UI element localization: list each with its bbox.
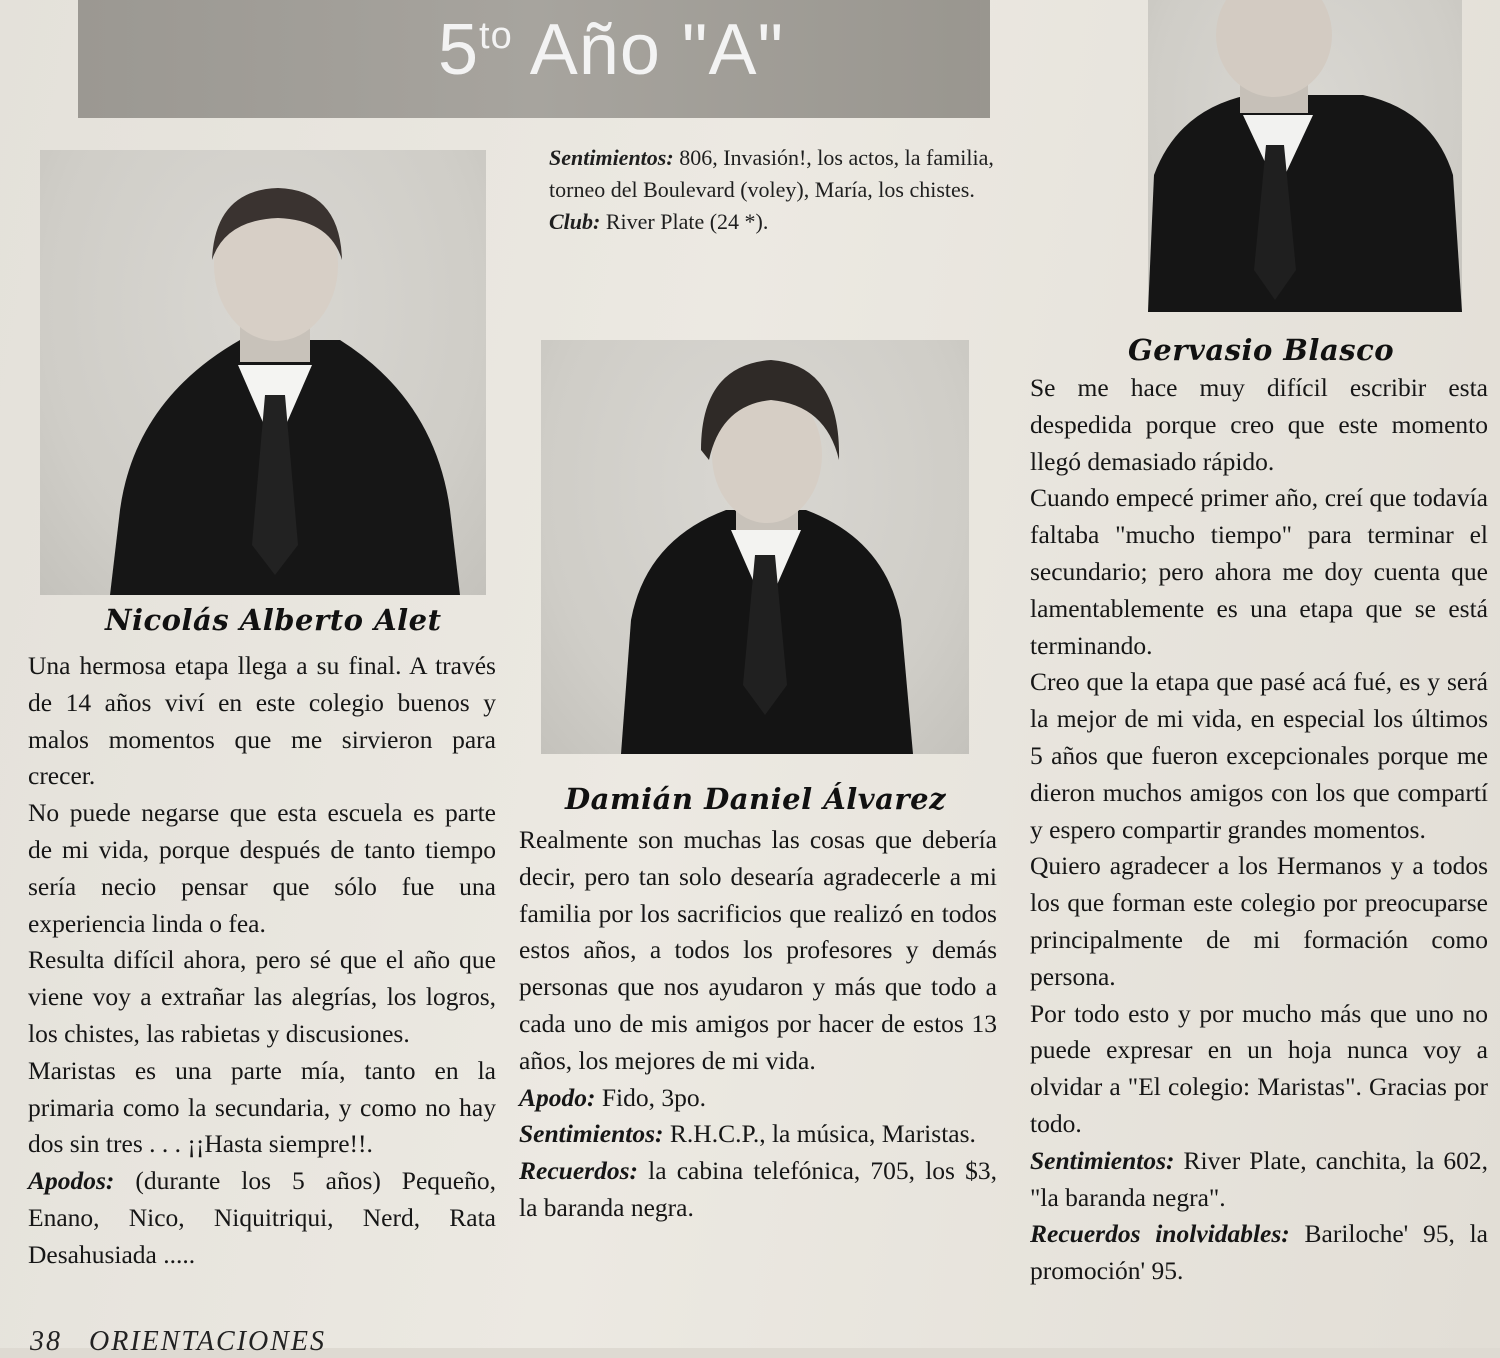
page-title: $5^{to}$ Año "A" — [438, 10, 785, 90]
header-banner — [78, 0, 990, 118]
recuerdos-label: Recuerdos inolvidables: — [1030, 1219, 1290, 1249]
continued-profile-text: Sentimientos: 806, Invasión!, los actos, la familia, torneo del Boulevard (voley), María, los chistes. Club: River Plate (24 *). — [549, 145, 994, 234]
bio-damian: Realmente son muchas las cosas que debería decir, pero tan solo desearía agradecerle a mi familia por los sacrificios que realizó en todos estos años, a todos los profesores y demás personas que nos ayudaron y más que todo a cada uno de mis amigos por hacer de estos 13 años, los mejores de mi vida. Apodo: Fido, 3po. Sentimientos: R.H.C.P., la música, Maristas. Recuerdos: la cabina telefónica, 705, los $3, la baranda negra. — [519, 825, 997, 1222]
student-name-gervasio: Gervasio Blasco — [1128, 333, 1395, 367]
club-label: Club: — [549, 209, 601, 234]
recuerdos-label: Recuerdos: — [519, 1156, 638, 1186]
portrait-nicolas — [40, 150, 486, 595]
student-name-nicolas: Nicolás Alberto Alet — [105, 603, 442, 637]
sentimientos-label: Sentimientos: — [549, 145, 674, 170]
sentimientos-label: Sentimientos: — [519, 1119, 664, 1149]
sentimientos-label: Sentimientos: — [1030, 1145, 1175, 1175]
apodo-label: Apodo: — [519, 1082, 596, 1112]
portrait-damian — [541, 340, 969, 754]
portrait-gervasio — [1148, 0, 1462, 312]
student-name-damian: Damián Daniel Álvarez — [565, 782, 947, 816]
bio-gervasio: Se me hace muy difícil escribir esta despedida porque creo que este momento llegó demasiado rápido. Cuando empecé primer año, creí que todavía faltaba "mucho tiempo" para terminar el secundario; pero ahora me doy cuenta que lamentablemente es una etapa que se está terminando. Creo que la etapa que pasé acá fué, es y será la mejor de mi vida, en especial los últimos 5 años que fueron excepcionales porque me dieron muchos amigos con los que compartí y espero compartir grandes momentos. Quiero agradecer a los Hermanos y a todos los que forman este colegio por preocuparse principalmente de mi formación como persona. Por todo esto y por mucho más que uno no puede expresar en un hoja nunca voy a olvidar a "El colegio: Maristas". Gracias por todo. Sentimientos: River Plate, canchita, la 602, "la baranda negra". Recuerdos inolvidables: Bariloche' 95, la promoción' 95. — [1030, 373, 1488, 1286]
bio-nicolas: Una hermosa etapa llega a su final. A través de 14 años viví en este colegio buenos y malos momentos que me sirvieron para crecer. No puede negarse que esta escuela es parte de mi vida, porque después de tanto tiempo sería necio pensar que sólo fue una experiencia linda o fea. Resulta difícil ahora, pero sé que el año que viene voy a extrañar las alegrías, los logros, los chistes, las rabietas y discusiones. Maristas es una parte mía, tanto en la primaria como la secundaria, y como no hay dos sin tres . . . ¡¡Hasta siempre!!. Apodos: (durante los 5 años) Pequeño, Enano, Nico, Niquitriqui, Nerd, Rata Desahusiada ..... — [28, 651, 496, 1269]
page-footer: 38 ORIENTACIONES — [30, 1326, 327, 1357]
apodos-label: Apodos: — [28, 1166, 115, 1196]
